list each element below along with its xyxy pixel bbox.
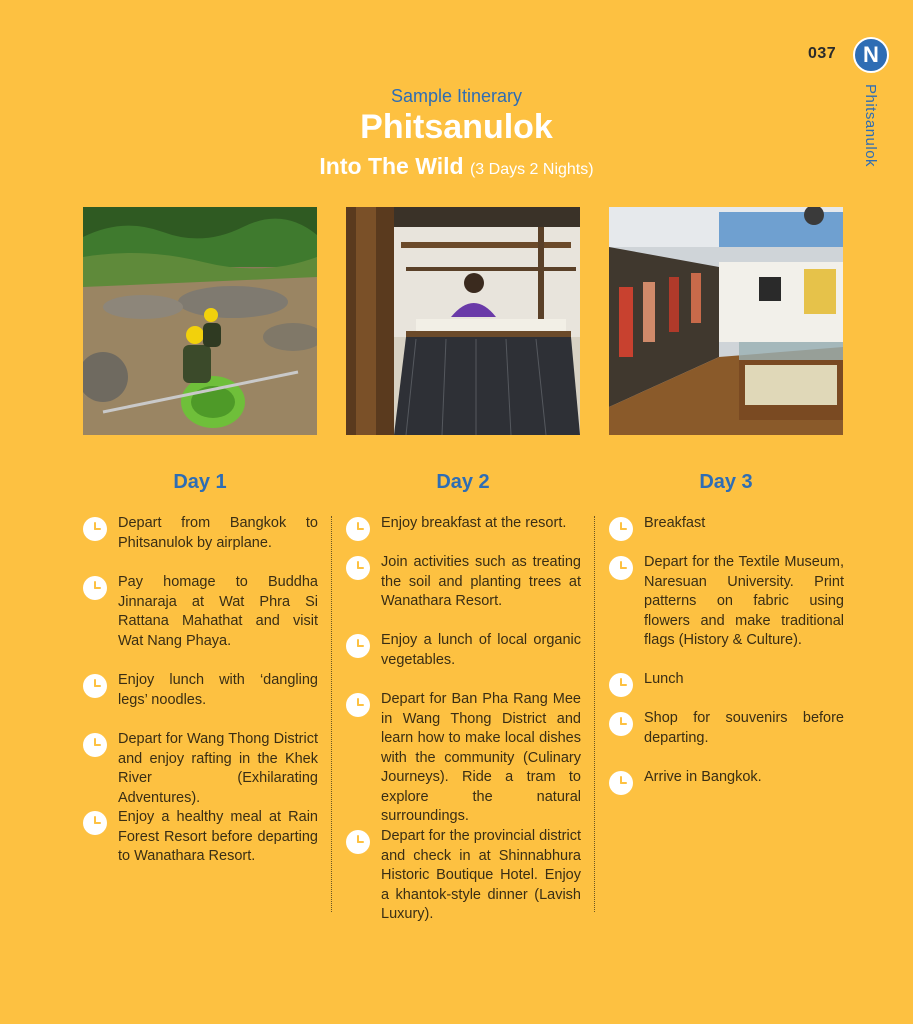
clock-icon bbox=[346, 556, 370, 580]
kayaking-photo bbox=[83, 207, 317, 435]
itinerary-item bbox=[83, 573, 323, 671]
itinerary-item-text: Depart for Wang Thong District and enjoy rafting in the Khek River (Exhilarating Adventures). bbox=[118, 731, 318, 806]
column-divider bbox=[594, 516, 595, 912]
itinerary-item-text: Join activities such as treating the soil and planting trees at Wanathara Resort. bbox=[381, 554, 581, 609]
itinerary-item-text: Depart for Ban Pha Rang Mee in Wang Thong District and learn how to make local dishes with the community (Culinary Journeys). Ride a tram to explore the natural surroundings. bbox=[381, 691, 581, 824]
itinerary-item-text: Lunch bbox=[644, 671, 684, 687]
clock-icon bbox=[346, 517, 370, 541]
itinerary-item bbox=[346, 690, 586, 827]
itinerary-item bbox=[346, 631, 586, 690]
column-divider bbox=[331, 516, 332, 912]
clock-icon bbox=[83, 517, 107, 541]
clock-icon bbox=[346, 634, 370, 658]
itinerary-item-text: Arrive in Bangkok. bbox=[644, 769, 762, 785]
itinerary-item bbox=[609, 553, 849, 670]
clock-icon bbox=[83, 576, 107, 600]
itinerary-item-text: Depart from Bangkok to Phitsanulok by airplane. bbox=[118, 515, 318, 551]
textile-museum-photo bbox=[609, 207, 843, 435]
itinerary-item-text: Enjoy a healthy meal at Rain Forest Resort before departing to Wanathara Resort. bbox=[118, 809, 318, 864]
itinerary-item bbox=[83, 671, 323, 730]
clock-icon bbox=[83, 674, 107, 698]
clock-icon bbox=[346, 830, 370, 854]
clock-icon bbox=[609, 712, 633, 736]
region-side-label: Phitsanulok bbox=[862, 84, 879, 168]
tagline-text: Into The Wild bbox=[319, 153, 464, 179]
itinerary-item bbox=[609, 709, 849, 768]
region-badge: N bbox=[853, 37, 889, 73]
clock-icon bbox=[609, 771, 633, 795]
itinerary-item bbox=[83, 514, 323, 573]
itinerary-item bbox=[83, 730, 323, 808]
itinerary-subtitle: Sample Itinerary bbox=[390, 86, 523, 106]
itinerary-item bbox=[83, 808, 323, 867]
itinerary-item-text: Depart for the provincial district and check in at Shinnabhura Historic Boutique Hotel. Enjoy a khantok-style dinner (Lavish Luxury). bbox=[381, 828, 581, 922]
clock-icon bbox=[609, 673, 633, 697]
day-3-column bbox=[609, 514, 849, 795]
itinerary-item bbox=[346, 514, 586, 553]
itinerary-item-text: Enjoy a lunch of local organic vegetables. bbox=[381, 632, 581, 668]
itinerary-item-text: Breakfast bbox=[644, 515, 706, 531]
itinerary-item bbox=[609, 514, 849, 553]
itinerary-item-text: Depart for the Textile Museum, Naresuan University. Print patterns on fabric using flowers and make traditional flags (History & Culture). bbox=[644, 554, 844, 648]
itinerary-item-text: Shop for souvenirs before departing. bbox=[644, 710, 844, 746]
page-number: 037 bbox=[808, 45, 837, 62]
itinerary-item-text: Enjoy lunch with ‘dangling legs’ noodles. bbox=[118, 672, 318, 708]
day-3-heading: Day 3 bbox=[699, 471, 753, 493]
day-2-heading: Day 2 bbox=[436, 471, 490, 493]
itinerary-tagline bbox=[0, 153, 913, 180]
itinerary-item-text: Enjoy breakfast at the resort. bbox=[381, 515, 567, 531]
clock-icon bbox=[609, 517, 633, 541]
duration-text: (3 Days 2 Nights) bbox=[469, 161, 594, 178]
page-title: Phitsanulok bbox=[360, 108, 553, 146]
itinerary-item bbox=[346, 827, 586, 925]
day-1-heading: Day 1 bbox=[173, 471, 227, 493]
weaving-loom-photo bbox=[346, 207, 580, 435]
itinerary-item bbox=[346, 553, 586, 631]
clock-icon bbox=[346, 693, 370, 717]
clock-icon bbox=[83, 811, 107, 835]
clock-icon bbox=[609, 556, 633, 580]
itinerary-item bbox=[609, 670, 849, 709]
clock-icon bbox=[83, 733, 107, 757]
day-1-column bbox=[83, 514, 323, 867]
itinerary-item bbox=[609, 768, 849, 795]
itinerary-item-text: Pay homage to Buddha Jinnaraja at Wat Phra Si Rattana Mahathat and visit Wat Nang Phaya. bbox=[118, 574, 318, 649]
day-2-column bbox=[346, 514, 586, 925]
